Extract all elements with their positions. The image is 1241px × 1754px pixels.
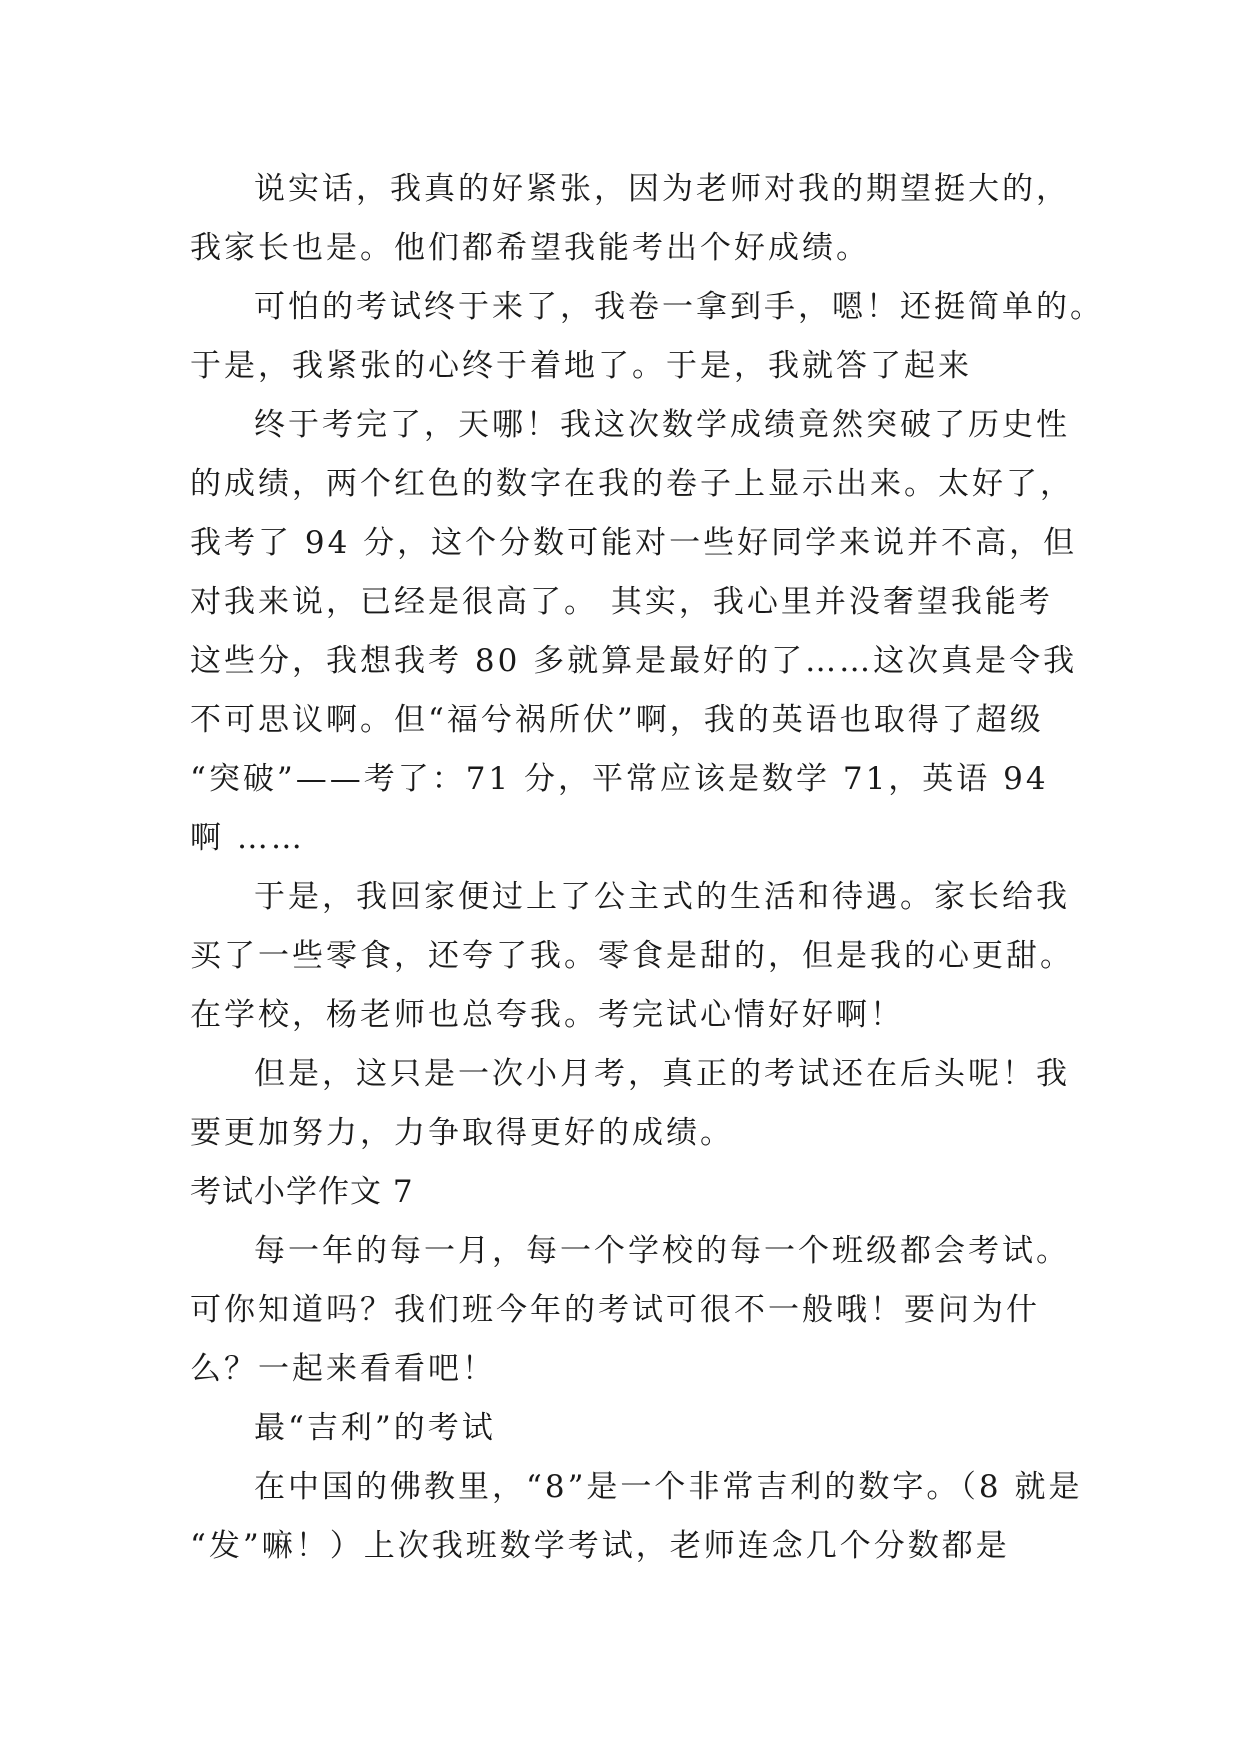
text-line: 但是，这只是一次小月考，真正的考试还在后头呢！我 [254, 1056, 1070, 1092]
text-line: 对我来说，已经是很高了。 其实，我心里并没奢望我能考 [190, 584, 1053, 620]
text-line: 的成绩，两个红色的数字在我的卷子上显示出来。太好了， [190, 466, 1074, 502]
text-line: 最“吉利”的考试 [254, 1410, 496, 1446]
text-line: 要更加努力，力争取得更好的成绩。 [190, 1115, 734, 1151]
text-line: 在学校，杨老师也总夸我。考完试心情好好啊！ [190, 997, 904, 1033]
text-line: 啊 …… [190, 820, 305, 856]
text-line: 于是，我紧张的心终于着地了。于是，我就答了起来 [190, 348, 972, 384]
text-line: 说实话，我真的好紧张，因为老师对我的期望挺大的， [254, 171, 1070, 207]
text-line: 可怕的考试终于来了，我卷一拿到手，嗯！还挺简单的。 [254, 289, 1104, 325]
section-heading: 考试小学作文 7 [190, 1174, 414, 1210]
text-line: 不可思议啊。但“福兮祸所伏”啊，我的英语也取得了超级 [190, 702, 1044, 738]
document-body [190, 160, 1104, 1576]
text-line: 这些分，我想我考 80 多就算是最好的了……这次真是令我 [190, 643, 1078, 679]
text-line: 买了一些零食，还夸了我。零食是甜的，但是我的心更甜。 [190, 938, 1074, 974]
text-line: 于是，我回家便过上了公主式的生活和待遇。家长给我 [254, 879, 1070, 915]
text-line: 每一年的每一月，每一个学校的每一个班级都会考试。 [254, 1233, 1070, 1269]
text-line: “发”嘛！）上次我班数学考试，老师连念几个分数都是 [190, 1528, 1010, 1564]
text-line: 么？一起来看看吧！ [190, 1351, 496, 1387]
text-line: 终于考完了，天哪！我这次数学成绩竟然突破了历史性 [254, 407, 1070, 443]
text-line: 可你知道吗？我们班今年的考试可很不一般哦！要问为什 [190, 1292, 1040, 1328]
text-line: 在中国的佛教里，“8”是一个非常吉利的数字。（8 就是 [254, 1469, 1083, 1505]
text-line: “突破”——考了：71 分，平常应该是数学 71，英语 94 [190, 761, 1049, 797]
text-line: 我考了 94 分，这个分数可能对一些好同学来说并不高，但 [190, 525, 1078, 561]
text-line: 我家长也是。他们都希望我能考出个好成绩。 [190, 230, 870, 266]
